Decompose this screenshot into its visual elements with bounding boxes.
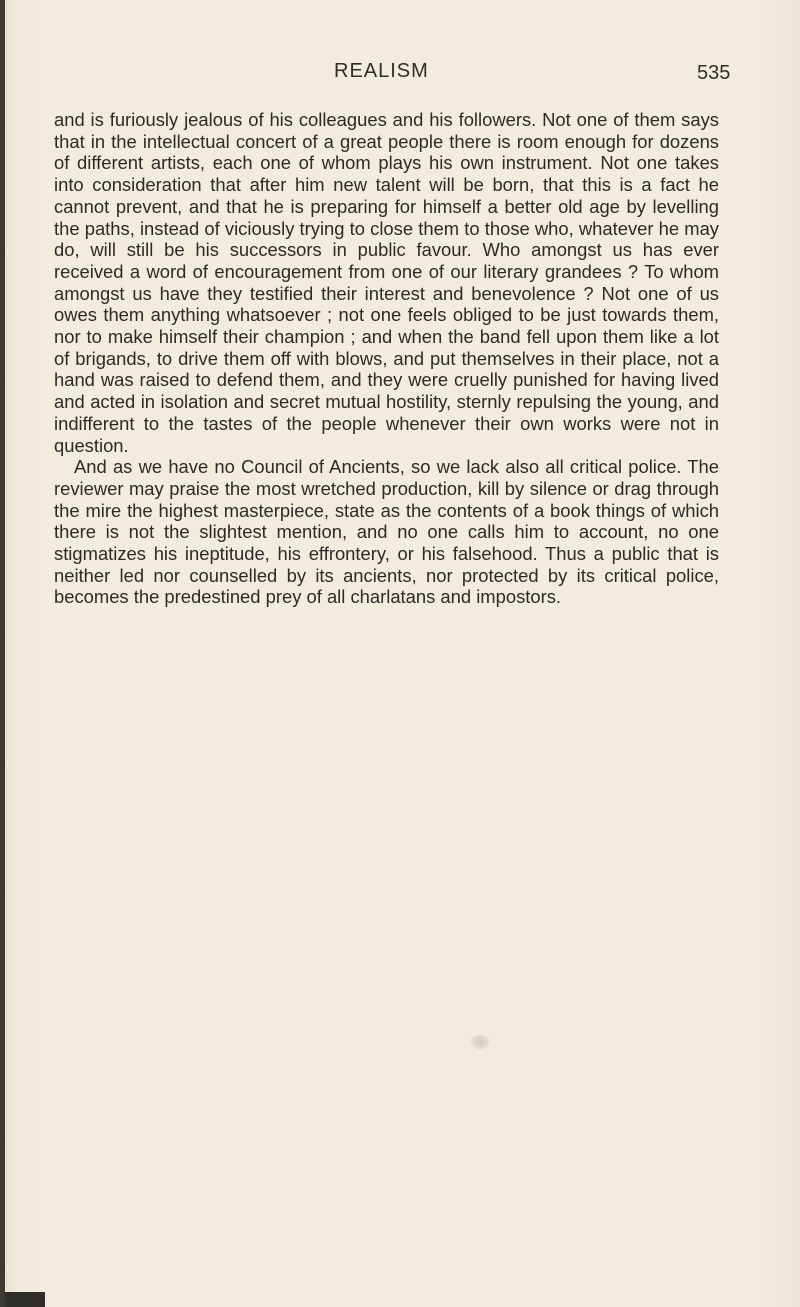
binding-edge [0, 0, 5, 1307]
page-number: 535 [697, 62, 731, 84]
paragraph-continued: and is furiously jealous of his colleagues and his followers. Not one of them says that in the intellectual concert of a great people there is room enough for dozens of different artists, each one of whom plays his own instrument. Not one takes into consideration that after him new talent will be born, that this is a fact he cannot prevent, and that he is preparing for himself a better old age by levelling the paths, instead of viciously trying to close them to those who, whatever he may do, will still be his successors in public favour. Who amongst us has ever received a word of encouragement from one of our literary grandees ? To whom amongst us have they testified their interest and benevolence ? Not one of us owes them anything whatsoever ; not one feels obliged to be just towards them, nor to make himself their champion ; and when the band fell upon them like a lot of brigands, to drive them off with blows, and put themselves in their place, not a hand was raised to defend them, and they were cruelly punished for having lived and acted in isolation and secret mutual hostility, sternly repulsing the young, and indifferent to the tastes of the people whenever their own works were not in question. [54, 109, 719, 456]
body-text [54, 109, 719, 608]
corner-mark [5, 1292, 45, 1307]
running-head: REALISM [334, 60, 429, 82]
page-header [0, 60, 800, 90]
paper-smudge [470, 1035, 490, 1049]
paragraph: And as we have no Council of Ancients, so we lack also all critical police. The reviewer may praise the most wretched production, kill by silence or drag through the mire the highest masterpiece, state as the contents of a book things of which there is not the slightest mention, and no one calls him to account, no one stigmatizes his ineptitude, his effrontery, or his falsehood. Thus a public that is neither led nor counselled by its ancients, nor protected by its critical police, becomes the predestined prey of all charlatans and impostors. [54, 456, 719, 608]
